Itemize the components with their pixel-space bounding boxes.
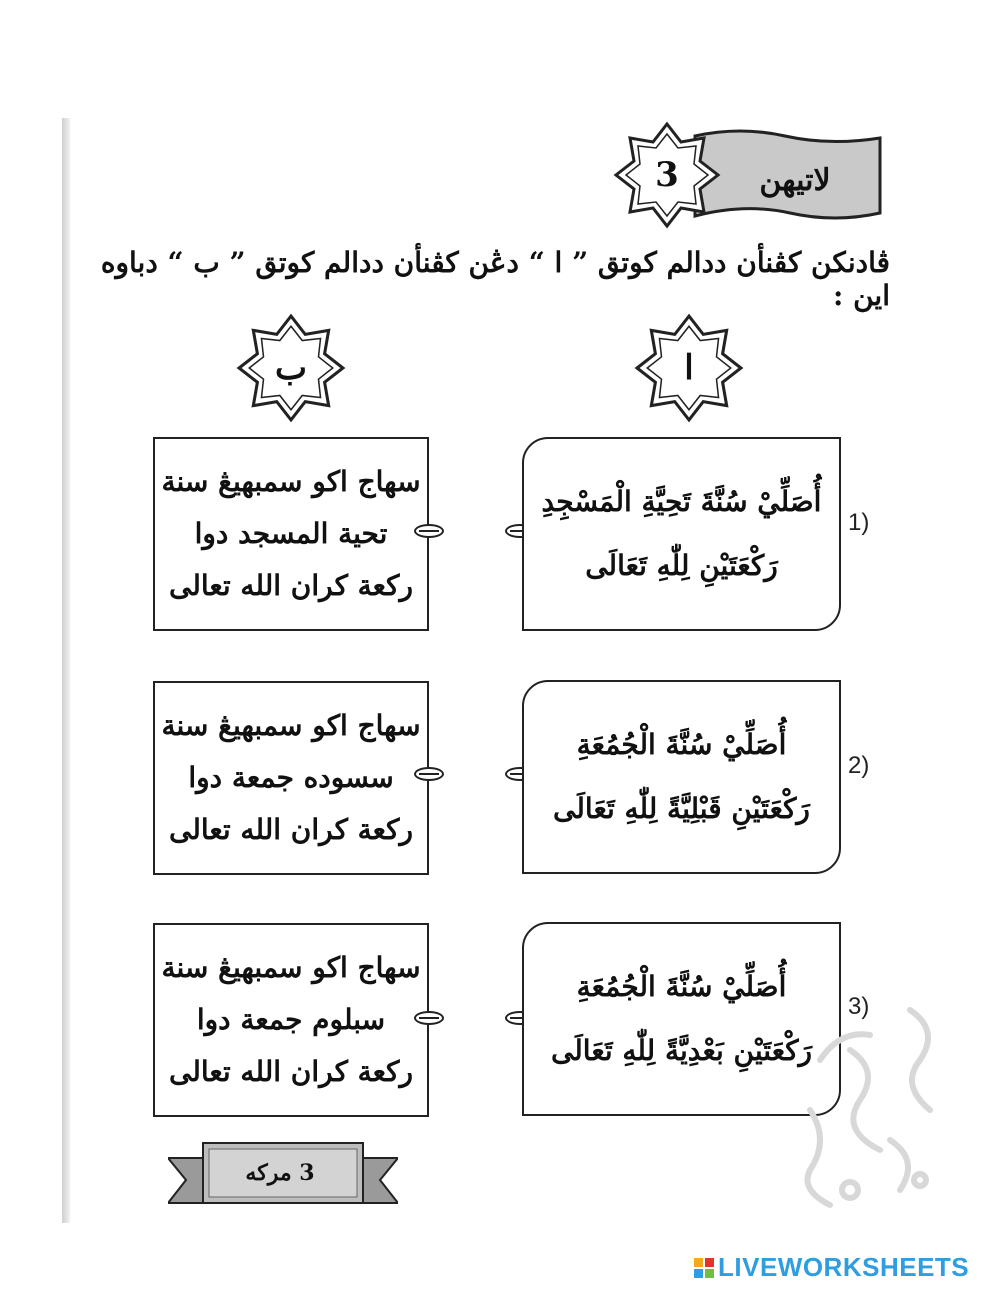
instruction-text: ڤادنكن كڤنأن ددالم كوتق ” ا “ دڠن كڤنأن ددالم كوتق ” ب “ دباوه اين : [100,246,890,312]
exercise-number: 3 [655,155,679,195]
question-a-1-line-2: رَكْعَتَيْنِ لِلّٰهِ تَعَالَى [585,549,778,582]
question-a-1-line-1: أُصَلِّيْ سُنَّةَ تَحِيَّةِ الْمَسْجِدِ [541,485,822,518]
match-point-b-3[interactable] [414,1011,444,1025]
liveworksheets-logo[interactable] [694,1252,969,1283]
question-a-2-line-2: رَكْعَتَيْنِ قَبْلِيَّةً لِلّٰهِ تَعَالَى [553,792,810,825]
brand-square-4 [705,1269,714,1278]
question-box-a-2 [522,680,841,874]
answer-b-2-line-2: سسوده جمعة دوا [188,761,394,794]
match-point-b-1[interactable] [414,524,444,538]
answer-b-3-line-1: سهاج اكو سمبهيڠ سنة [161,951,421,984]
answer-b-2-line-1: سهاج اكو سمبهيڠ سنة [161,709,421,742]
marks-label: 3 مركه [245,1160,315,1186]
brand-square-3 [694,1269,703,1278]
answer-box-b-1 [153,437,429,631]
brand-mark-icon [694,1258,714,1278]
brand-name: LIVEWORKSHEETS [718,1252,970,1282]
answer-b-1-line-1: سهاج اكو سمبهيڠ سنة [161,465,421,498]
answer-b-1-line-3: ركعة كران الله تعالى [168,569,414,602]
question-a-3-line-2: رَكْعَتَيْنِ بَعْدِيَّةً لِلّٰهِ تَعَالَى [550,1034,813,1067]
question-box-a-1 [522,437,841,631]
column-a-label: ا [684,348,694,388]
answer-box-b-2 [153,681,429,875]
answer-box-b-3 [153,923,429,1117]
answer-b-3-line-3: ركعة كران الله تعالى [168,1055,414,1088]
column-b-label: ب [274,348,307,388]
brand-square-1 [694,1258,703,1267]
page-edge [62,118,70,1223]
question-a-3-line-1: أُصَلِّيْ سُنَّةَ الْجُمُعَةِ [576,970,787,1003]
answer-b-3-line-2: سبلوم جمعة دوا [196,1003,386,1036]
row-number-1: 1) [848,509,870,536]
question-a-2-line-1: أُصَلِّيْ سُنَّةَ الْجُمُعَةِ [576,728,787,761]
answer-b-2-line-3: ركعة كران الله تعالى [168,813,414,846]
answer-b-1-line-2: تحية المسجد دوا [194,517,388,550]
calligraphy-watermark [790,990,950,1220]
brand-square-2 [705,1258,714,1267]
match-point-b-2[interactable] [414,767,444,781]
row-number-3: 3) [848,993,870,1020]
row-number-2: 2) [848,752,870,779]
exercise-title: لاتيهن [759,162,831,198]
